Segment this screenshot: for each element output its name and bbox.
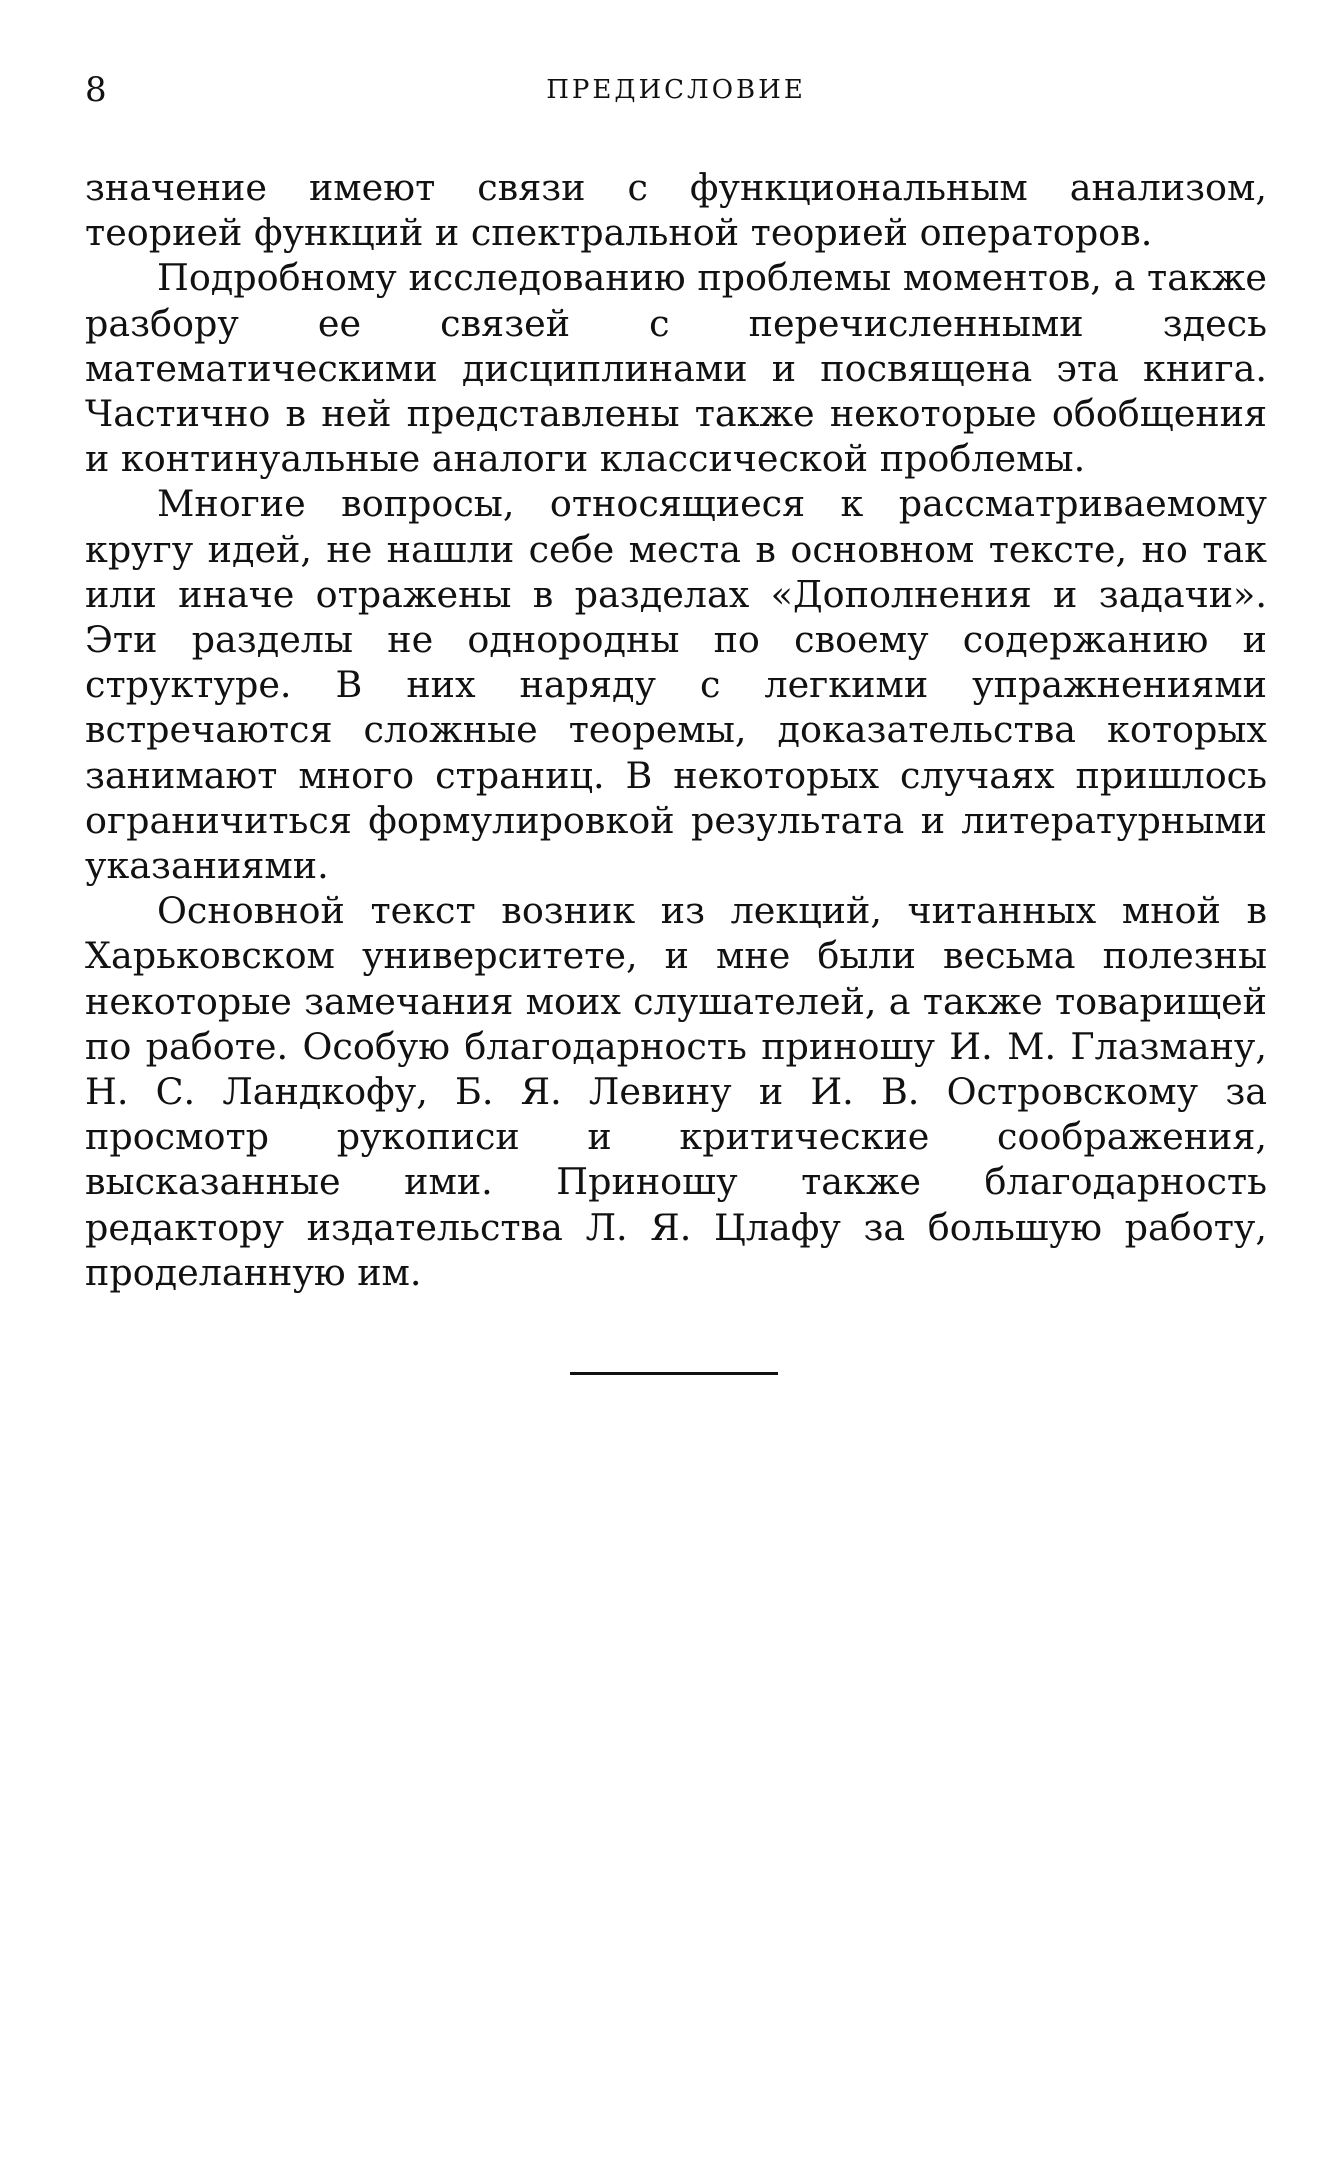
running-head: ПРЕДИСЛОВИЕ [546, 75, 806, 105]
body-text [85, 165, 1267, 1295]
page-header [85, 70, 1267, 110]
paragraph: Подробному исследованию проблемы моментов, а также разбору ее связей с перечисленными здесь математическими дисциплинами и посвящена эта книга. Частично в ней представлены также некоторые обобщения и континуальные аналоги классической проблемы. [85, 256, 1267, 481]
paragraph-continuation: значение имеют связи с функциональным анализом, теорией функций и спектральной теорией операторов. [85, 166, 1267, 255]
paragraph: Многие вопросы, относящиеся к рассматриваемому кругу идей, не нашли себе места в основном тексте, но так или иначе отражены в разделах «Дополнения и задачи». Эти разделы не однородны по своему содержанию и структуре. В них наряду с легкими упражнениями встречаются сложные теоремы, доказательства которых занимают много страниц. В некоторых случаях пришлось ограничиться формулировкой результата и литературными указаниями. [85, 482, 1267, 888]
end-rule [570, 1372, 778, 1375]
paragraph: Основной текст возник из лекций, читанных мной в Харьковском университете, и мне были весьма полезны некоторые замечания моих слушателей, а также товарищей по работе. Особую благодарность приношу И. М. Глазману, Н. С. Ландкофу, Б. Я. Левину и И. В. Островскому за просмотр рукописи и критические соображения, высказанные ими. Приношу также благодарность редактору издательства Л. Я. Цлафу за большую работу, проделанную им. [85, 889, 1267, 1294]
page-number: 8 [85, 70, 107, 110]
